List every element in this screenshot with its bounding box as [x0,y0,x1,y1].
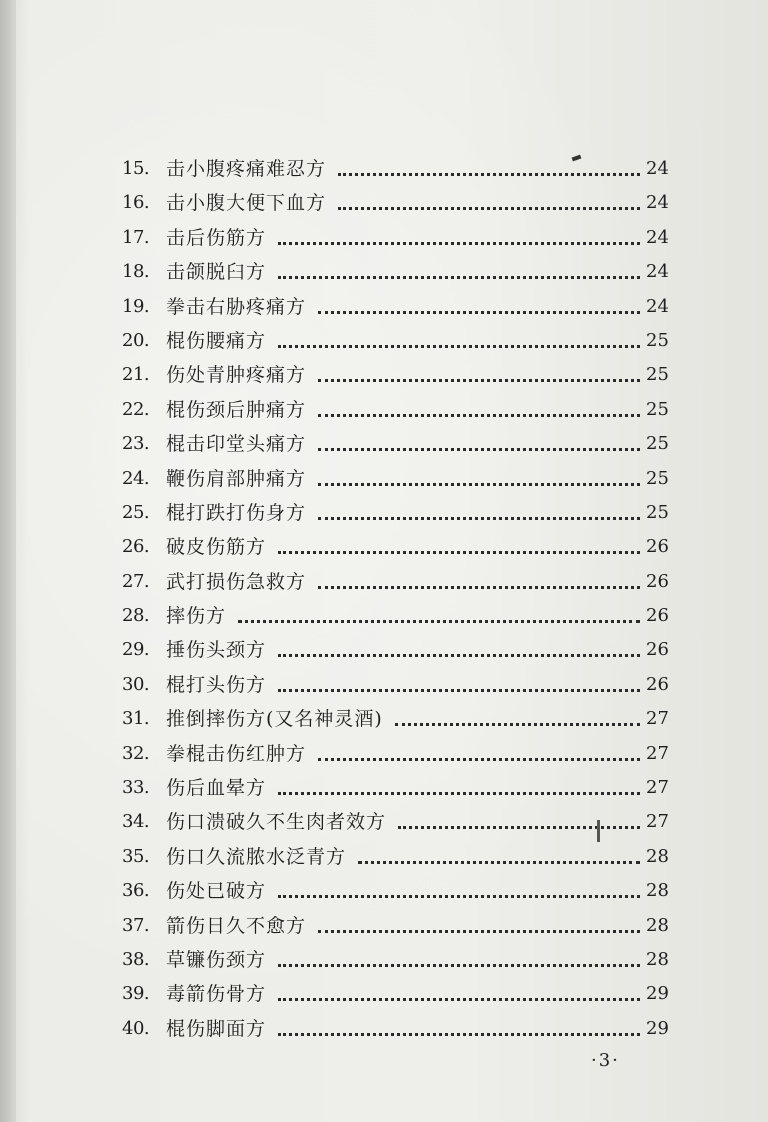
toc-dot-leader [278,964,640,967]
toc-entry-title: 击后伤筋方 [166,226,267,249]
toc-entry-title: 毒箭伤骨方 [166,983,267,1006]
toc-entry-number: 28. [122,605,150,627]
toc-entry-page: 25 [646,433,669,455]
toc-entry-page: 24 [646,261,669,283]
toc-entry-number: 19. [122,295,150,317]
toc-dot-leader [278,895,640,898]
toc-entry-page: 24 [646,226,669,248]
toc-entry-number: 39. [122,983,150,1005]
toc-dot-leader [318,586,640,589]
toc-entry-title: 棍伤颈后肿痛方 [166,398,307,421]
toc-entry-page: 26 [646,673,669,695]
toc-entry-page: 28 [646,914,669,936]
toc-dot-leader [398,826,640,829]
toc-entry-page: 25 [646,467,669,489]
toc-entry [0,771,768,805]
toc-entry-page: 25 [646,329,669,351]
toc-entry [0,255,768,289]
toc-dot-leader [278,242,640,245]
toc-entry-title: 伤处已破方 [166,880,267,903]
toc-entry-page: 28 [646,845,669,867]
toc-entry-page: 25 [646,501,669,523]
toc-entry [0,943,768,977]
toc-entry-title: 拳击右胁疼痛方 [166,295,307,318]
toc-entry-title: 棍打头伤方 [166,673,267,696]
toc-entry [0,599,768,633]
toc-entry-number: 37. [122,914,150,936]
toc-entry-page: 29 [646,983,669,1005]
toc-entry [0,324,768,358]
toc-entry-number: 22. [122,398,150,420]
toc-dot-leader [278,345,640,348]
toc-dot-leader [338,207,640,210]
toc-entry-number: 32. [122,742,150,764]
toc-entry-number: 21. [122,364,150,386]
toc-entry-title: 箭伤日久不愈方 [166,914,307,937]
toc-entry-number: 29. [122,639,150,661]
toc-entry [0,737,768,771]
toc-entry [0,874,768,908]
toc-entry [0,462,768,496]
toc-entry [0,840,768,874]
toc-entry-title: 伤处青肿疼痛方 [166,364,307,387]
toc-entry-title: 草镰伤颈方 [166,948,267,971]
toc-entry-title: 伤后血晕方 [166,777,267,800]
toc-entry [0,909,768,943]
toc-dot-leader [338,173,640,176]
toc-dot-leader [318,758,640,761]
table-of-contents [0,152,768,1046]
toc-dot-leader [278,276,640,279]
toc-dot-leader [278,998,640,1001]
toc-entry-title: 推倒摔伤方(又名神灵酒) [166,708,383,731]
toc-entry-number: 15. [122,158,150,179]
toc-entry-number: 36. [122,880,150,902]
toc-entry-title: 伤口久流脓水泛青方 [166,845,347,868]
toc-entry-number: 24. [122,467,150,489]
toc-entry-page: 29 [646,1017,669,1039]
toc-entry-title: 鞭伤肩部肿痛方 [166,467,307,490]
toc-entry-page: 27 [646,811,669,833]
toc-dot-leader [278,1033,640,1036]
toc-entry [0,977,768,1011]
print-speck [597,820,600,842]
toc-entry-title: 拳棍击伤红肿方 [166,742,307,765]
toc-entry [0,702,768,736]
toc-entry-number: 26. [122,536,150,558]
toc-entry-page: 27 [646,777,669,799]
toc-entry-number: 40. [122,1017,150,1039]
toc-entry-number: 18. [122,261,150,283]
toc-entry-number: 34. [122,811,150,833]
toc-entry [0,496,768,530]
toc-entry-page: 24 [646,295,669,317]
toc-dot-leader [278,689,640,692]
toc-entry-number: 38. [122,948,150,970]
toc-dot-leader [318,311,640,314]
toc-entry-page: 25 [646,364,669,386]
toc-entry-title: 棍伤腰痛方 [166,329,267,352]
toc-entry-title: 击颌脱臼方 [166,261,267,284]
toc-entry-page: 24 [646,192,669,214]
toc-entry-title: 击小腹大便下血方 [166,192,327,215]
toc-entry [0,393,768,427]
toc-entry-number: 33. [122,777,150,799]
toc-entry-number: 20. [122,329,150,351]
toc-entry-page: 25 [646,398,669,420]
toc-entry-title: 摔伤方 [166,605,227,628]
toc-entry-page: 26 [646,605,669,627]
toc-entry-page: 28 [646,948,669,970]
toc-entry [0,427,768,461]
toc-entry [0,565,768,599]
toc-entry-page: 27 [646,708,669,730]
toc-entry-page: 24 [646,158,669,179]
toc-dot-leader [318,379,640,382]
toc-entry-number: 35. [122,845,150,867]
toc-entry-page: 26 [646,639,669,661]
toc-entry-title: 击小腹疼痛难忍方 [166,158,327,180]
toc-entry-number: 17. [122,226,150,248]
toc-entry [0,633,768,667]
toc-dot-leader [318,414,640,417]
toc-dot-leader [278,792,640,795]
toc-dot-leader [318,483,640,486]
toc-entry-number: 31. [122,708,150,730]
toc-entry [0,290,768,324]
toc-entry-page: 27 [646,742,669,764]
toc-entry [0,668,768,702]
toc-entry-title: 棍击印堂头痛方 [166,433,307,456]
toc-entry [0,1012,768,1046]
toc-entry [0,358,768,392]
toc-dot-leader [278,654,640,657]
toc-entry-title: 武打损伤急救方 [166,570,307,593]
toc-entry [0,530,768,564]
toc-dot-leader [358,861,640,864]
toc-dot-leader [318,517,640,520]
toc-entry-number: 30. [122,673,150,695]
toc-entry [0,805,768,839]
toc-entry [0,152,768,186]
toc-entry-title: 伤口溃破久不生肉者效方 [166,811,387,834]
toc-dot-leader [238,620,640,623]
toc-entry [0,221,768,255]
toc-entry [0,186,768,220]
toc-dot-leader [395,723,640,726]
toc-entry-page: 28 [646,880,669,902]
page-number: ·3· [591,1050,620,1071]
toc-dot-leader [318,930,640,933]
toc-entry-number: 16. [122,192,150,214]
toc-entry-title: 棍伤脚面方 [166,1017,267,1040]
toc-entry-title: 捶伤头颈方 [166,639,267,662]
toc-entry-number: 25. [122,501,150,523]
toc-entry-number: 23. [122,433,150,455]
toc-entry-title: 破皮伤筋方 [166,536,267,559]
toc-entry-page: 26 [646,536,669,558]
toc-entry-page: 26 [646,570,669,592]
toc-entry-title: 棍打跌打伤身方 [166,501,307,524]
toc-dot-leader [318,448,640,451]
toc-entry-number: 27. [122,570,150,592]
toc-dot-leader [278,551,640,554]
